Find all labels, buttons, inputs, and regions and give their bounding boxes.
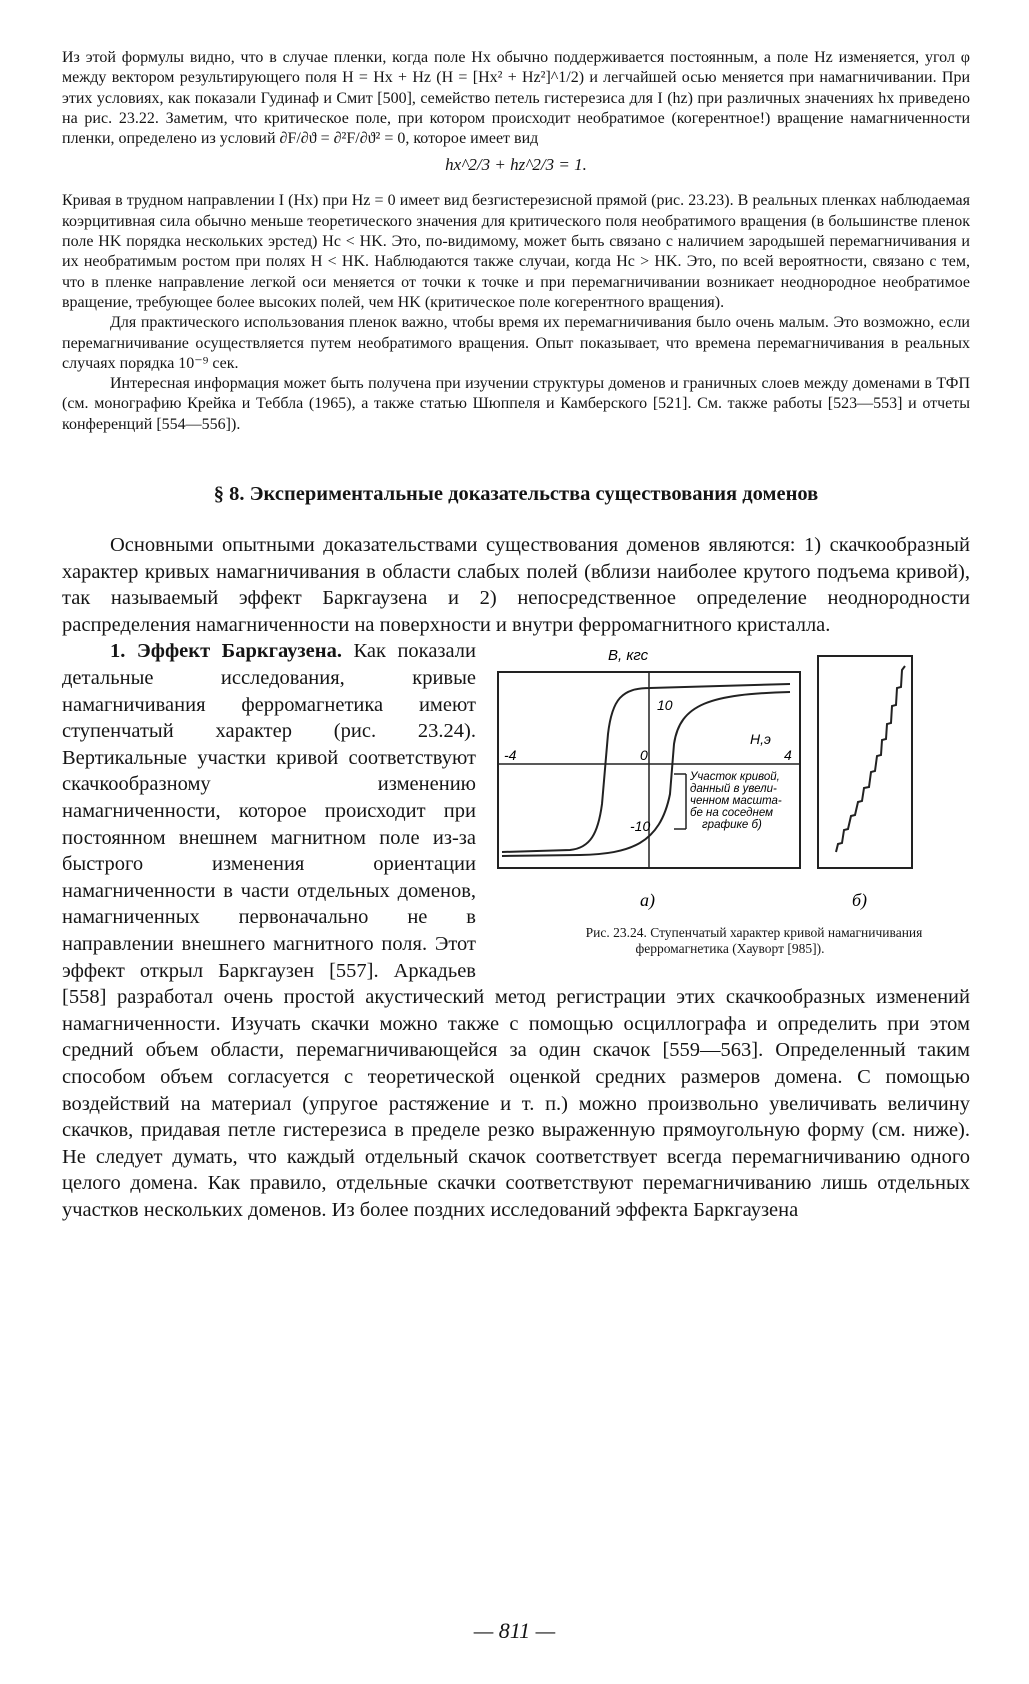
annotation-line: Участок кривой, <box>690 771 780 784</box>
tick-label-10: 10 <box>657 697 673 714</box>
section-heading: § 8. Экспериментальные доказательства существования доменов <box>213 483 819 506</box>
paragraph-switching-time: Для практического использования пленок важно, чтобы время их перемагничивания было очень малым. Это возможно, если перемагничивание осуществляется путем необратимого вращения. Опыт показывает, что времена перемагничивания в реальных случаях порядка 10⁻⁹ сек. <box>62 314 970 372</box>
magnetization-figure <box>490 644 970 924</box>
barkhausen-text: Как показали детальные исследования, кривые намагничивания ферромагнетика имеют ступенчатый характер (рис. 23.24). Вертикальные участки кривой соответствуют скачкообразному изменению намагниченности, которое происходит при постоянном внешнем магнитном поле из-за быстрого изменения ориентации намагниченности в части отдельных доменов, намагниченных первоначально не в направлении внешнего магнитного поля. Этот эффект открыл Баркгаузен [557]. Аркадьев [558] разработал очень простой акустический метод регистрации этих скачкообразных изменений намагниченности. Изучать скачки можно также с помощью осциллографа и определить при этом средний объем области, перемагничивающейся за один скачок [559—563]. Определенный таким способом объем согласуется с теоретической оценкой средних размеров домена. С помощью воздействий на материал (упругое растяжение и т. п.) можно произвольно увеличивать величину скачков, придавая петле гистерезиса в пределе резко выраженную прямоугольную форму (см. ниже). Не следует думать, что каждый отдельный скачок соответствует всегда перемагничиванию одного целого домена. Как правило, отдельные скачки соответствуют перемагничиванию лишь отдельных участков нескольких доменов. Из более поздних исследований эффекта Баркгаузена <box>62 640 970 1221</box>
annotation-bracket <box>674 774 686 829</box>
tick-label-minus-4: -4 <box>504 747 517 764</box>
paragraph-barkhausen <box>62 638 970 1223</box>
y-axis-label: B, кгс <box>608 647 649 665</box>
page-number: — 811 — <box>473 1618 556 1643</box>
tick-label-0: 0 <box>640 747 648 764</box>
annotation-line: ченном масшта- <box>690 795 782 808</box>
paragraph-hard-direction: Кривая в трудном направлении I (Hx) при Hz = 0 имеет вид безгистерезисной прямой (рис. 23.23). В реальных пленках наблюдаемая коэрцитивная сила обычно меньше теоретического значения для критического поля необратимого вращения (в большинстве пленок поле HK порядка нескольких эрстед) Hc < HK. Это, по-видимому, может быть связано с наличием зародышей перемагничивания и их необратимым ростом при полях H < HK. Наблюдаются также случаи, когда Hc > HK. Это, по всей вероятности, связано с тем, что в пленке направление легкой оси меняется от точки к точке и при перемагничивании возникает неоднородное необратимое вращение, требующее более высоких полей, чем HK (критическое поле когерентного вращения). <box>62 192 970 311</box>
annotation-text <box>689 771 785 831</box>
annotation-line: графике б) <box>702 819 762 832</box>
subfigure-label-a: а) <box>640 890 655 911</box>
figure-caption: Рис. 23.24. Ступенчатый характер кривой намагничивания ферромагнетика (Хауворт [985]). <box>585 925 923 957</box>
barkhausen-step-curve <box>836 666 905 852</box>
paragraph-evidence: Основными опытными доказательствами существования доменов являются: 1) скачкообразный характер кривых намагничивания в области слабых полей (вблизи наиболее крутого подъема кривой), так называемый эффект Баркгаузена и 2) непосредственное определение неоднородности распределения намагниченности на поверхности и внутри ферромагнитного кристалла. <box>62 534 970 636</box>
paragraph-domain-structure: Интересная информация может быть получена при изучении структуры доменов и граничных слоев между доменами в ТФП (см. монографию Крейка и Теббла (1965), а также статью Шюппеля и Камберского [521]. См. также работы [523—553] и отчеты конференций [554—556]). <box>62 375 970 433</box>
subsection-runin: 1. Эффект Баркгаузена. <box>110 640 342 663</box>
tick-label-minus-10: -10 <box>630 818 651 835</box>
tick-label-4: 4 <box>784 747 792 764</box>
annotation-line: бе на соседнем <box>690 807 773 820</box>
page-body <box>62 48 970 1223</box>
formula-critical-field: hx^2/3 + hz^2/3 = 1. <box>445 155 587 175</box>
x-axis-label: H,э <box>750 731 771 748</box>
annotation-line: данный в увели- <box>690 783 777 796</box>
paragraph-film-field: Из этой формулы видно, что в случае пленки, когда поле Hx обычно поддерживается постоянным, а поле Hz изменяется, угол φ между вектором результирующего поля H = Hx + Hz (H = [Hx² + Hz²]^1/2) и легчайшей осью меняется при намагничивании. При этих условиях, как показали Гудинаф и Смит [500], семейство петель гистерезиса для I (hz) при различных значениях hx приведено на рис. 23.22. Заметим, что критическое поле, при котором происходит необратимое (когерентное!) вращение намагниченности пленки, определено из условий ∂F/∂ϑ = ∂²F/∂ϑ² = 0, которое имеет вид <box>62 49 970 148</box>
subfigure-label-b: б) <box>852 890 868 911</box>
figure-23-24 <box>490 644 970 972</box>
